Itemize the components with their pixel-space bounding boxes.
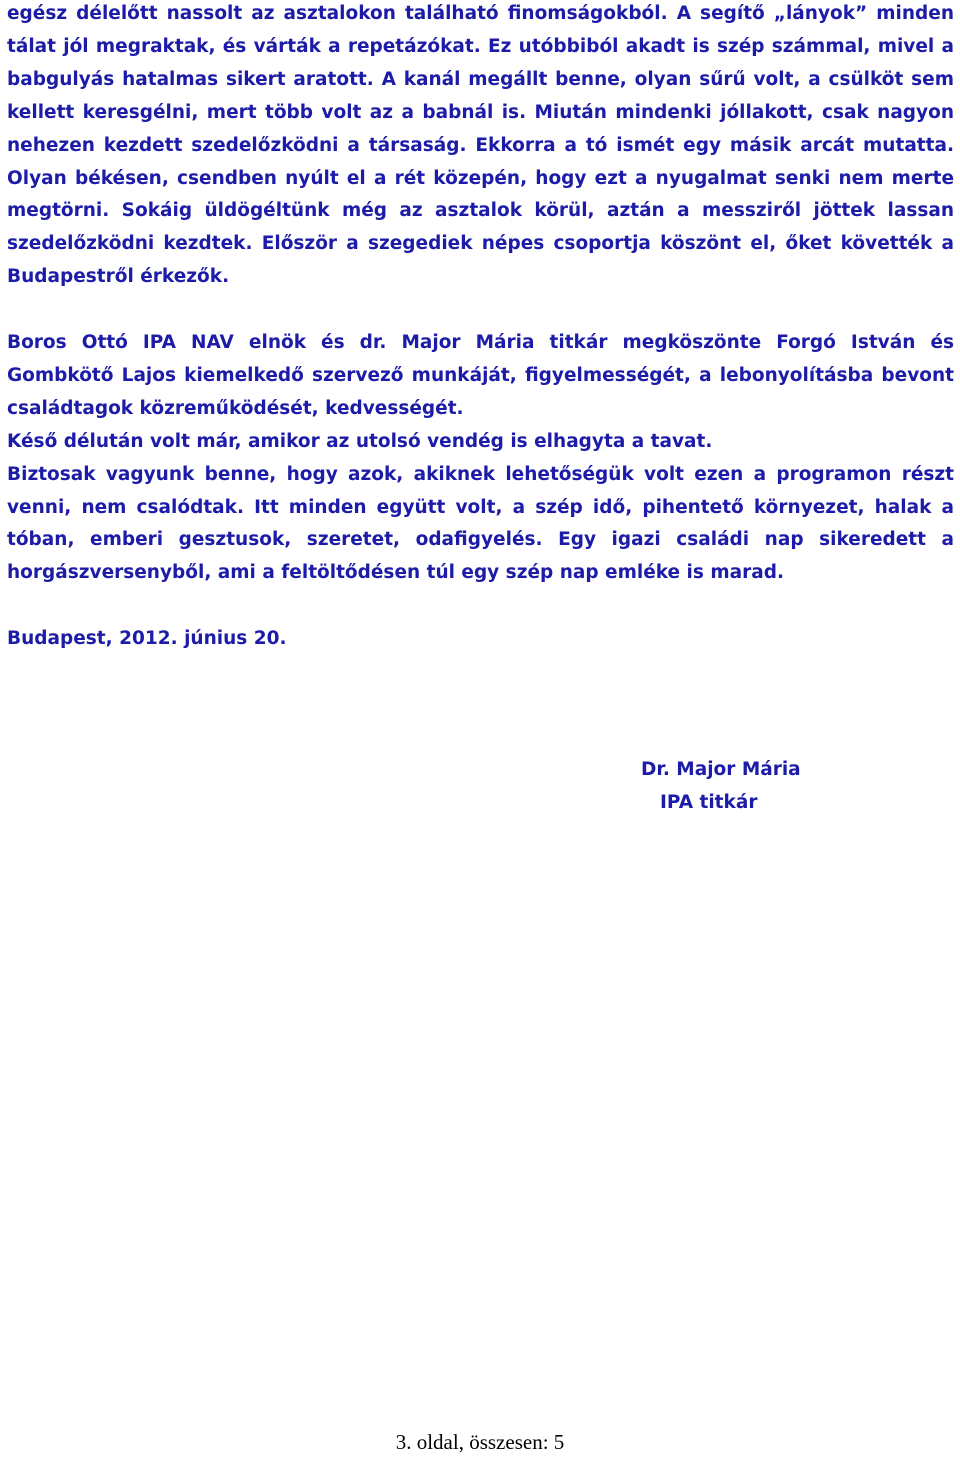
- paragraph-late-afternoon: Késő délután volt már, amikor az utolsó vendég is elhagyta a tavat.: [7, 430, 713, 452]
- document-body: [7, 0, 954, 656]
- paragraph-spacer: [7, 590, 954, 623]
- paragraph-story-end: egész délelőtt nassolt az asztalokon található finomságokból. A segítő „lányok” minden tálat jól megraktak, és várták a repetázókat. Ez utóbbiból akadt is szép számmal, mivel a babgulyás hatalmas sikert aratott. A kanál megállt benne, olyan sűrű volt, a csülköt sem kellett keresgélni, mert több volt az a babnál is. Miután mindenki jóllakott, csak nagyon nehezen kezdett szedelőzködni a társaság. Ekkorra a tó ismét egy másik arcát mutatta. Olyan békésen, csendben nyúlt el a rét közepén, hogy ezt a nyugalmat senki nem merte megtörni. Sokáig üldögéltünk még az asztalok körül, aztán a messziről jöttek lassan szedelőzködni kezdtek. Először a szegediek népes csoportja köszönt el, őket követték a Budapestről érkezők.: [7, 3, 954, 288]
- signature-name: Dr. Major Mária: [641, 759, 801, 780]
- paragraph-thanks: Boros Ottó IPA NAV elnök és dr. Major Mária titkár megköszönte Forgó István és Gombkötő Lajos kiemelkedő szervező munkáját, figyelmességét, a lebonyolításba bevont családtagok közreműködését, kedvességét.: [7, 332, 954, 419]
- paragraph-spacer: [7, 294, 954, 327]
- paragraph-conclusion: Biztosak vagyunk benne, hogy azok, akiknek lehetőségük volt ezen a programon részt venni, nem csalódtak. Itt minden együtt volt, a szép idő, pihentető környezet, halak a tóban, emberi gesztusok, szeretet, odafigyelés. Egy igazi családi nap sikeredett a horgászversenyből, ami a feltöltődésen túl egy szép nap emléke is marad.: [7, 463, 954, 584]
- signature-title: IPA titkár: [660, 792, 758, 813]
- page-footer: 3. oldal, összesen: 5: [395, 1430, 565, 1454]
- place-date: Budapest, 2012. június 20.: [7, 628, 287, 650]
